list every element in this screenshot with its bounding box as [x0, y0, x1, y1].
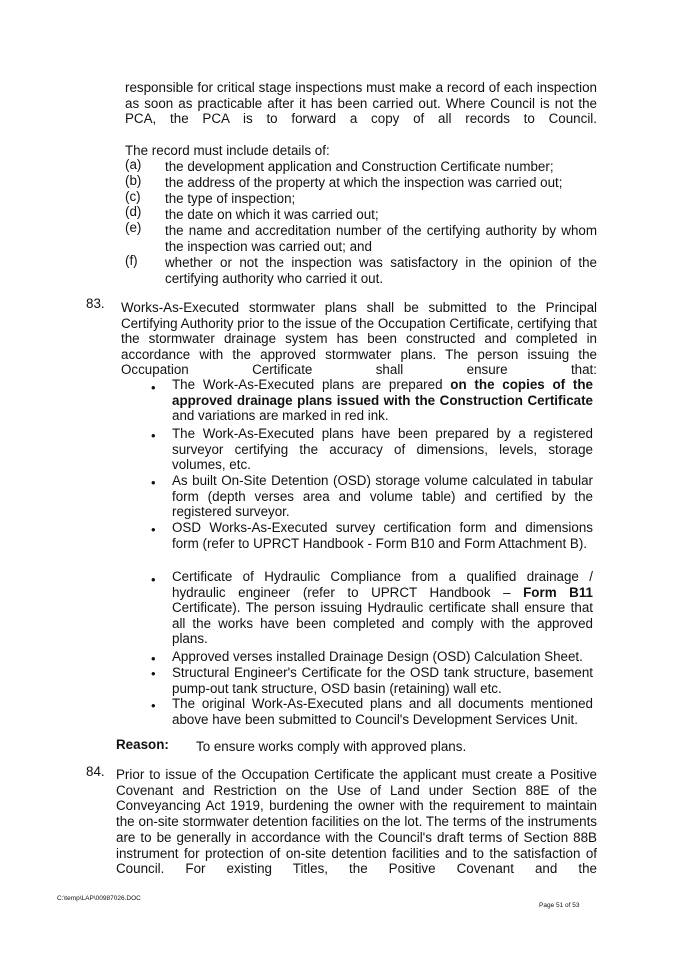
bullet-icon: •: [151, 428, 156, 443]
list-text-f: whether or not the inspection was satisfactory in the opinion of the certifying authority who carried it out.: [165, 255, 597, 286]
list-label-d: (d): [125, 204, 142, 219]
list-text-e: the name and accreditation number of the certifying authority by whom the inspection was carried out; and: [165, 223, 597, 254]
list-text-c: the type of inspection;: [165, 191, 296, 206]
bullet-icon: •: [151, 698, 156, 713]
bullet-1-bold: on the copies of the approved drainage plans issued with the Construction Certificate: [172, 377, 593, 408]
bullet-icon: •: [151, 522, 156, 537]
list-label-e: (e): [125, 220, 142, 235]
list-text-a: the development application and Construction Certificate number;: [165, 159, 554, 174]
bullet-5-text: [172, 569, 593, 647]
bullet-3-text: As built On-Site Detention (OSD) storage volume calculated in tabular form (depth verses area and volume table) and certified by the registered surveyor.: [172, 473, 593, 519]
record-details-lead: The record must include details of:: [125, 143, 330, 158]
bullet-6-text: Approved verses installed Drainage Design (OSD) Calculation Sheet.: [172, 649, 583, 664]
list-label-b: (b): [125, 173, 142, 188]
bullet-7-text: Structural Engineer's Certificate for the OSD tank structure, basement pump-out tank structure, OSD basin (retaining) wall etc.: [172, 665, 593, 696]
bullet-5-bold: Form B11: [523, 584, 593, 600]
list-label-f: (f): [125, 253, 138, 268]
condition-number-83: 83.: [86, 296, 105, 311]
condition-83-text: Works-As-Executed stormwater plans shall be submitted to the Principal Certifying Authority prior to the issue of the Occupation Certificate, certifying that the stormwater drainage system has been constructed and completed in accordance with the approved stormwater plans. The person issuing the Occupation Certificate shall ensure that:: [121, 300, 597, 377]
bullet-2-text: The Work-As-Executed plans have been prepared by a registered surveyor certifying the accuracy of dimensions, levels, storage volumes, etc.: [172, 426, 593, 472]
bullet-5-post: Certificate). The person issuing Hydraulic certificate shall ensure that all the works have been completed and comply with the approved plans.: [172, 600, 593, 646]
bullet-icon: •: [151, 666, 156, 681]
footer-page-number: Page 51 of 53: [539, 902, 580, 909]
bullet-1-pre: The Work-As-Executed plans are prepared: [172, 377, 451, 392]
list-text-d: the date on which it was carried out;: [165, 207, 379, 222]
footer-file-path: C:\temp\LAP\00987026.DOC: [57, 895, 141, 902]
bullet-icon: •: [151, 572, 156, 587]
bullet-icon: •: [151, 651, 156, 666]
reason-text: To ensure works comply with approved plans.: [196, 739, 467, 754]
bullet-5-pre: Certificate of Hydraulic Compliance from a qualified drainage / hydraulic engineer (refer to UPRCT Handbook –: [172, 569, 593, 600]
condition-number-84: 84.: [86, 764, 105, 779]
bullet-1-text: [172, 377, 593, 424]
intro-paragraph: responsible for critical stage inspections must make a record of each inspection as soon as practicable after it has been carried out. Where Council is not the PCA, the PCA is to forward a copy of all records to Council.: [125, 80, 597, 126]
bullet-4-text: OSD Works-As-Executed survey certification form and dimensions form (refer to UPRCT Handbook - Form B10 and Form Attachment B).: [172, 520, 593, 551]
bullet-icon: •: [151, 380, 156, 395]
bullet-icon: •: [151, 475, 156, 490]
list-label-a: (a): [125, 157, 142, 172]
list-text-b: the address of the property at which the inspection was carried out;: [165, 175, 563, 190]
bullet-1-post: and variations are marked in red ink.: [172, 408, 389, 423]
list-label-c: (c): [125, 189, 141, 204]
reason-label: Reason:: [116, 737, 169, 752]
condition-84-text: Prior to issue of the Occupation Certificate the applicant must create a Positive Covenant and Restriction on the Use of Land under Section 88E of the Conveyancing Act 1919, burdening the owner with the requirement to maintain the on-site stormwater detention facilities on the lot. The terms of the instruments are to be generally in accordance with the Council's draft terms of Section 88B instrument for protection of on-site detention facilities and to the satisfaction of Council. For existing Titles, the Positive Covenant and the: [116, 767, 597, 877]
bullet-8-text: The original Work-As-Executed plans and all documents mentioned above have been submitted to Council's Development Services Unit.: [172, 696, 593, 727]
